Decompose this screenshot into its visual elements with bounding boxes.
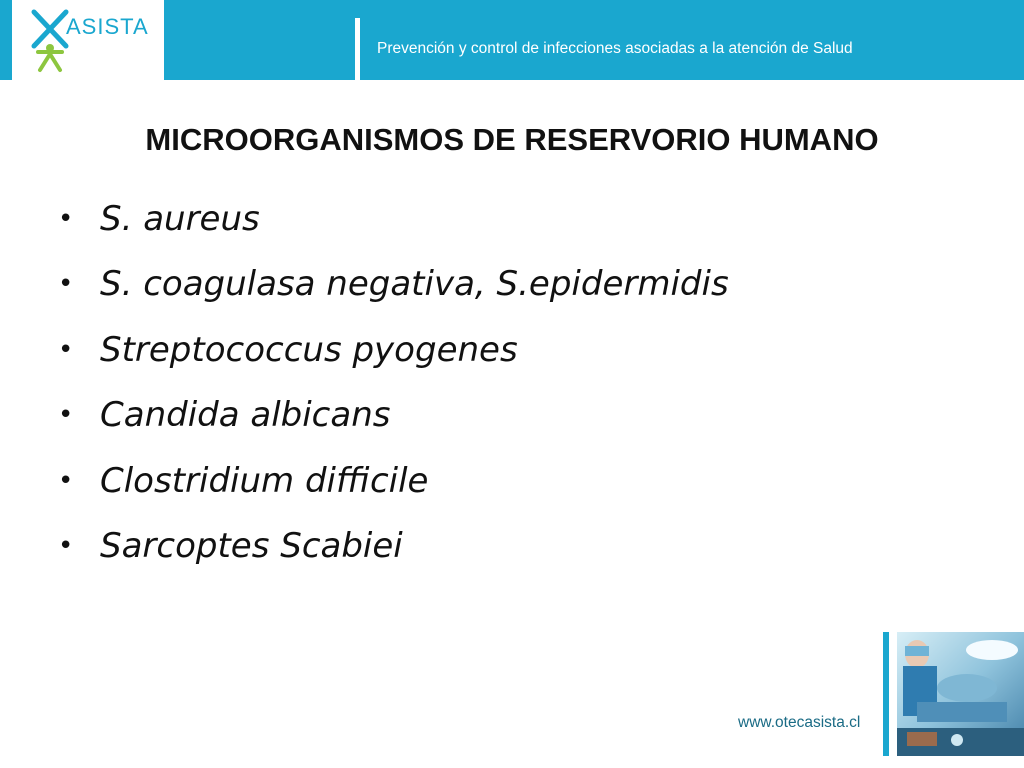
list-item [58, 252, 729, 318]
surgery-photo-image [897, 632, 1024, 756]
header-divider [355, 18, 360, 80]
bullet-list [58, 186, 729, 579]
bullet-icon: • [58, 203, 74, 234]
header-tagline: Prevención y control de infecciones asociadas a la atención de Salud [377, 40, 853, 57]
bullet-icon: • [58, 269, 74, 300]
surgery-photo [897, 632, 1024, 756]
list-item [58, 448, 729, 514]
footer-divider [883, 632, 889, 756]
footer-url[interactable]: www.otecasista.cl [738, 714, 861, 731]
list-item [58, 383, 729, 449]
bullet-text: S. aureus [100, 198, 260, 239]
bullet-icon: • [58, 531, 74, 562]
bullet-text: Clostridium difficile [100, 460, 429, 501]
bullet-text: Streptococcus pyogenes [100, 329, 518, 370]
slide-title: MICROORGANISMOS DE RESERVORIO HUMANO [145, 122, 879, 157]
bullet-icon: • [58, 334, 74, 365]
list-item [58, 514, 729, 580]
bullet-text: Candida albicans [100, 395, 391, 436]
header-accent-bar [0, 0, 12, 80]
logo-text: ASISTA [66, 14, 149, 39]
bullet-text: Sarcoptes Scabiei [100, 526, 403, 567]
list-item [58, 186, 729, 252]
bullet-icon: • [58, 400, 74, 431]
list-item [58, 317, 729, 383]
bullet-icon: • [58, 465, 74, 496]
logo [12, 0, 164, 80]
bullet-text: S. coagulasa negativa, S.epidermidis [100, 264, 729, 305]
